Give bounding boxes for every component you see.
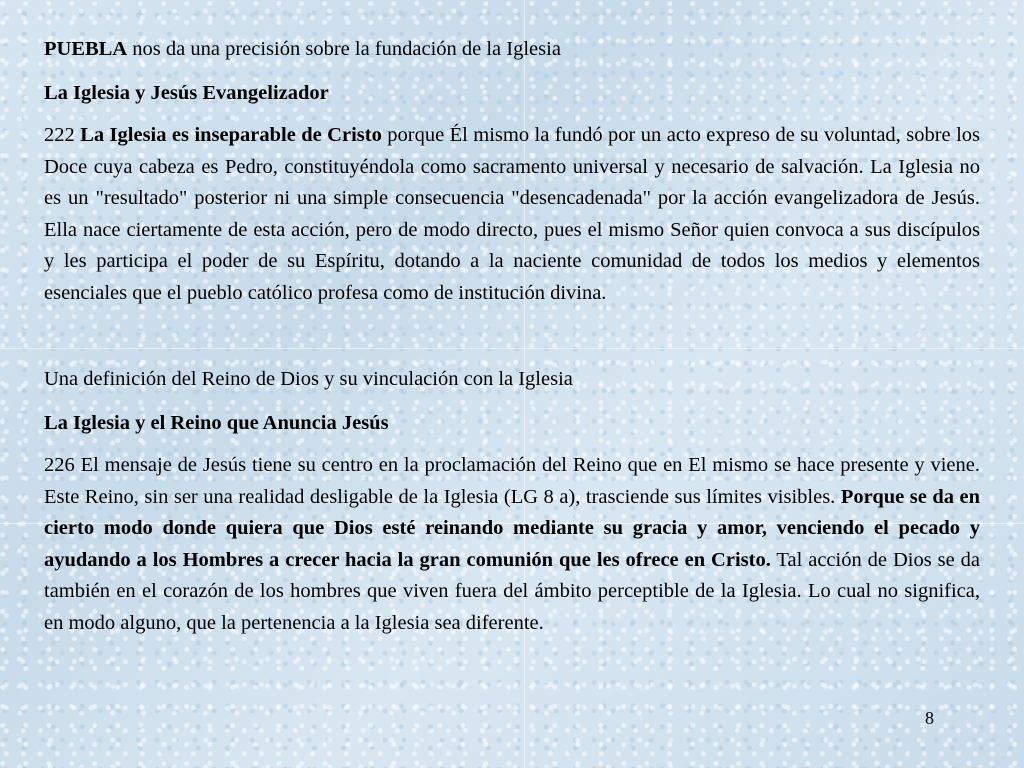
section2-subtitle: [44, 408, 980, 440]
section1-para-bold: La Iglesia es inseparable de Cristo: [80, 124, 382, 146]
section2-paragraph: [44, 450, 980, 639]
section1-title: [44, 34, 980, 66]
section1-para-number: 222: [44, 124, 81, 146]
section1-paragraph: [44, 120, 980, 309]
section1-para-rest: porque Él mismo la fundó por un acto expreso de su voluntad, sobre los Doce cuya cabeza es Pedro, constituyéndola como sacramento universal y necesario de salvación. La Iglesia no es un "resultado" posterior ni una simple consecuencia "desencadenada" por la acción evangelizadora de Jesús. Ella nace ciertamente de esta acción, pero de modo directo, pues el mismo Señor quien convoca a sus discípulos y les participa el poder de su Espíritu, dotando a la naciente comunidad de todos los medios y elementos esenciales que el pueblo católico profesa como de institución divina.: [44, 124, 981, 304]
section2-title: Una definición del Reino de Dios y su vinculación con la Iglesia: [44, 368, 573, 390]
section2-subtitle-text: La Iglesia y el Reino que Anuncia Jesús: [44, 411, 389, 434]
section-gap: [44, 309, 980, 364]
page-number: 8: [925, 708, 934, 728]
section1-subtitle: [44, 78, 980, 110]
section2-para-start: 226 El mensaje de Jesús tiene su centro en la proclamación del Reino que en El mismo se hace presente y viene. Este Reino, sin ser una realidad desligable de la Iglesia (LG 8 a), trasciende sus límites visibles.: [44, 454, 980, 508]
section1-subtitle-text: La Iglesia y Jesús Evangelizador: [44, 81, 329, 104]
section2-para-end: Tal acción de Dios se da también en el corazón de los hombres que viven fuera del ámbito perceptible de la Iglesia. Lo cual no significa, en modo alguno, que la pertenencia a la Iglesia sea diferente.: [44, 548, 980, 634]
section1-title-bold: PUEBLA: [44, 38, 128, 60]
slide-content: [44, 34, 980, 639]
section2-para-bold: Porque se da en cierto modo donde quiera que Dios esté reinando mediante su gracia y amor, venciendo el pecado y ayudando a los Hombres a crecer hacia la gran comunión que les ofrece en Cristo.: [44, 485, 980, 571]
section1-title-rest: nos da una precisión sobre la fundación de la Iglesia: [127, 38, 561, 60]
